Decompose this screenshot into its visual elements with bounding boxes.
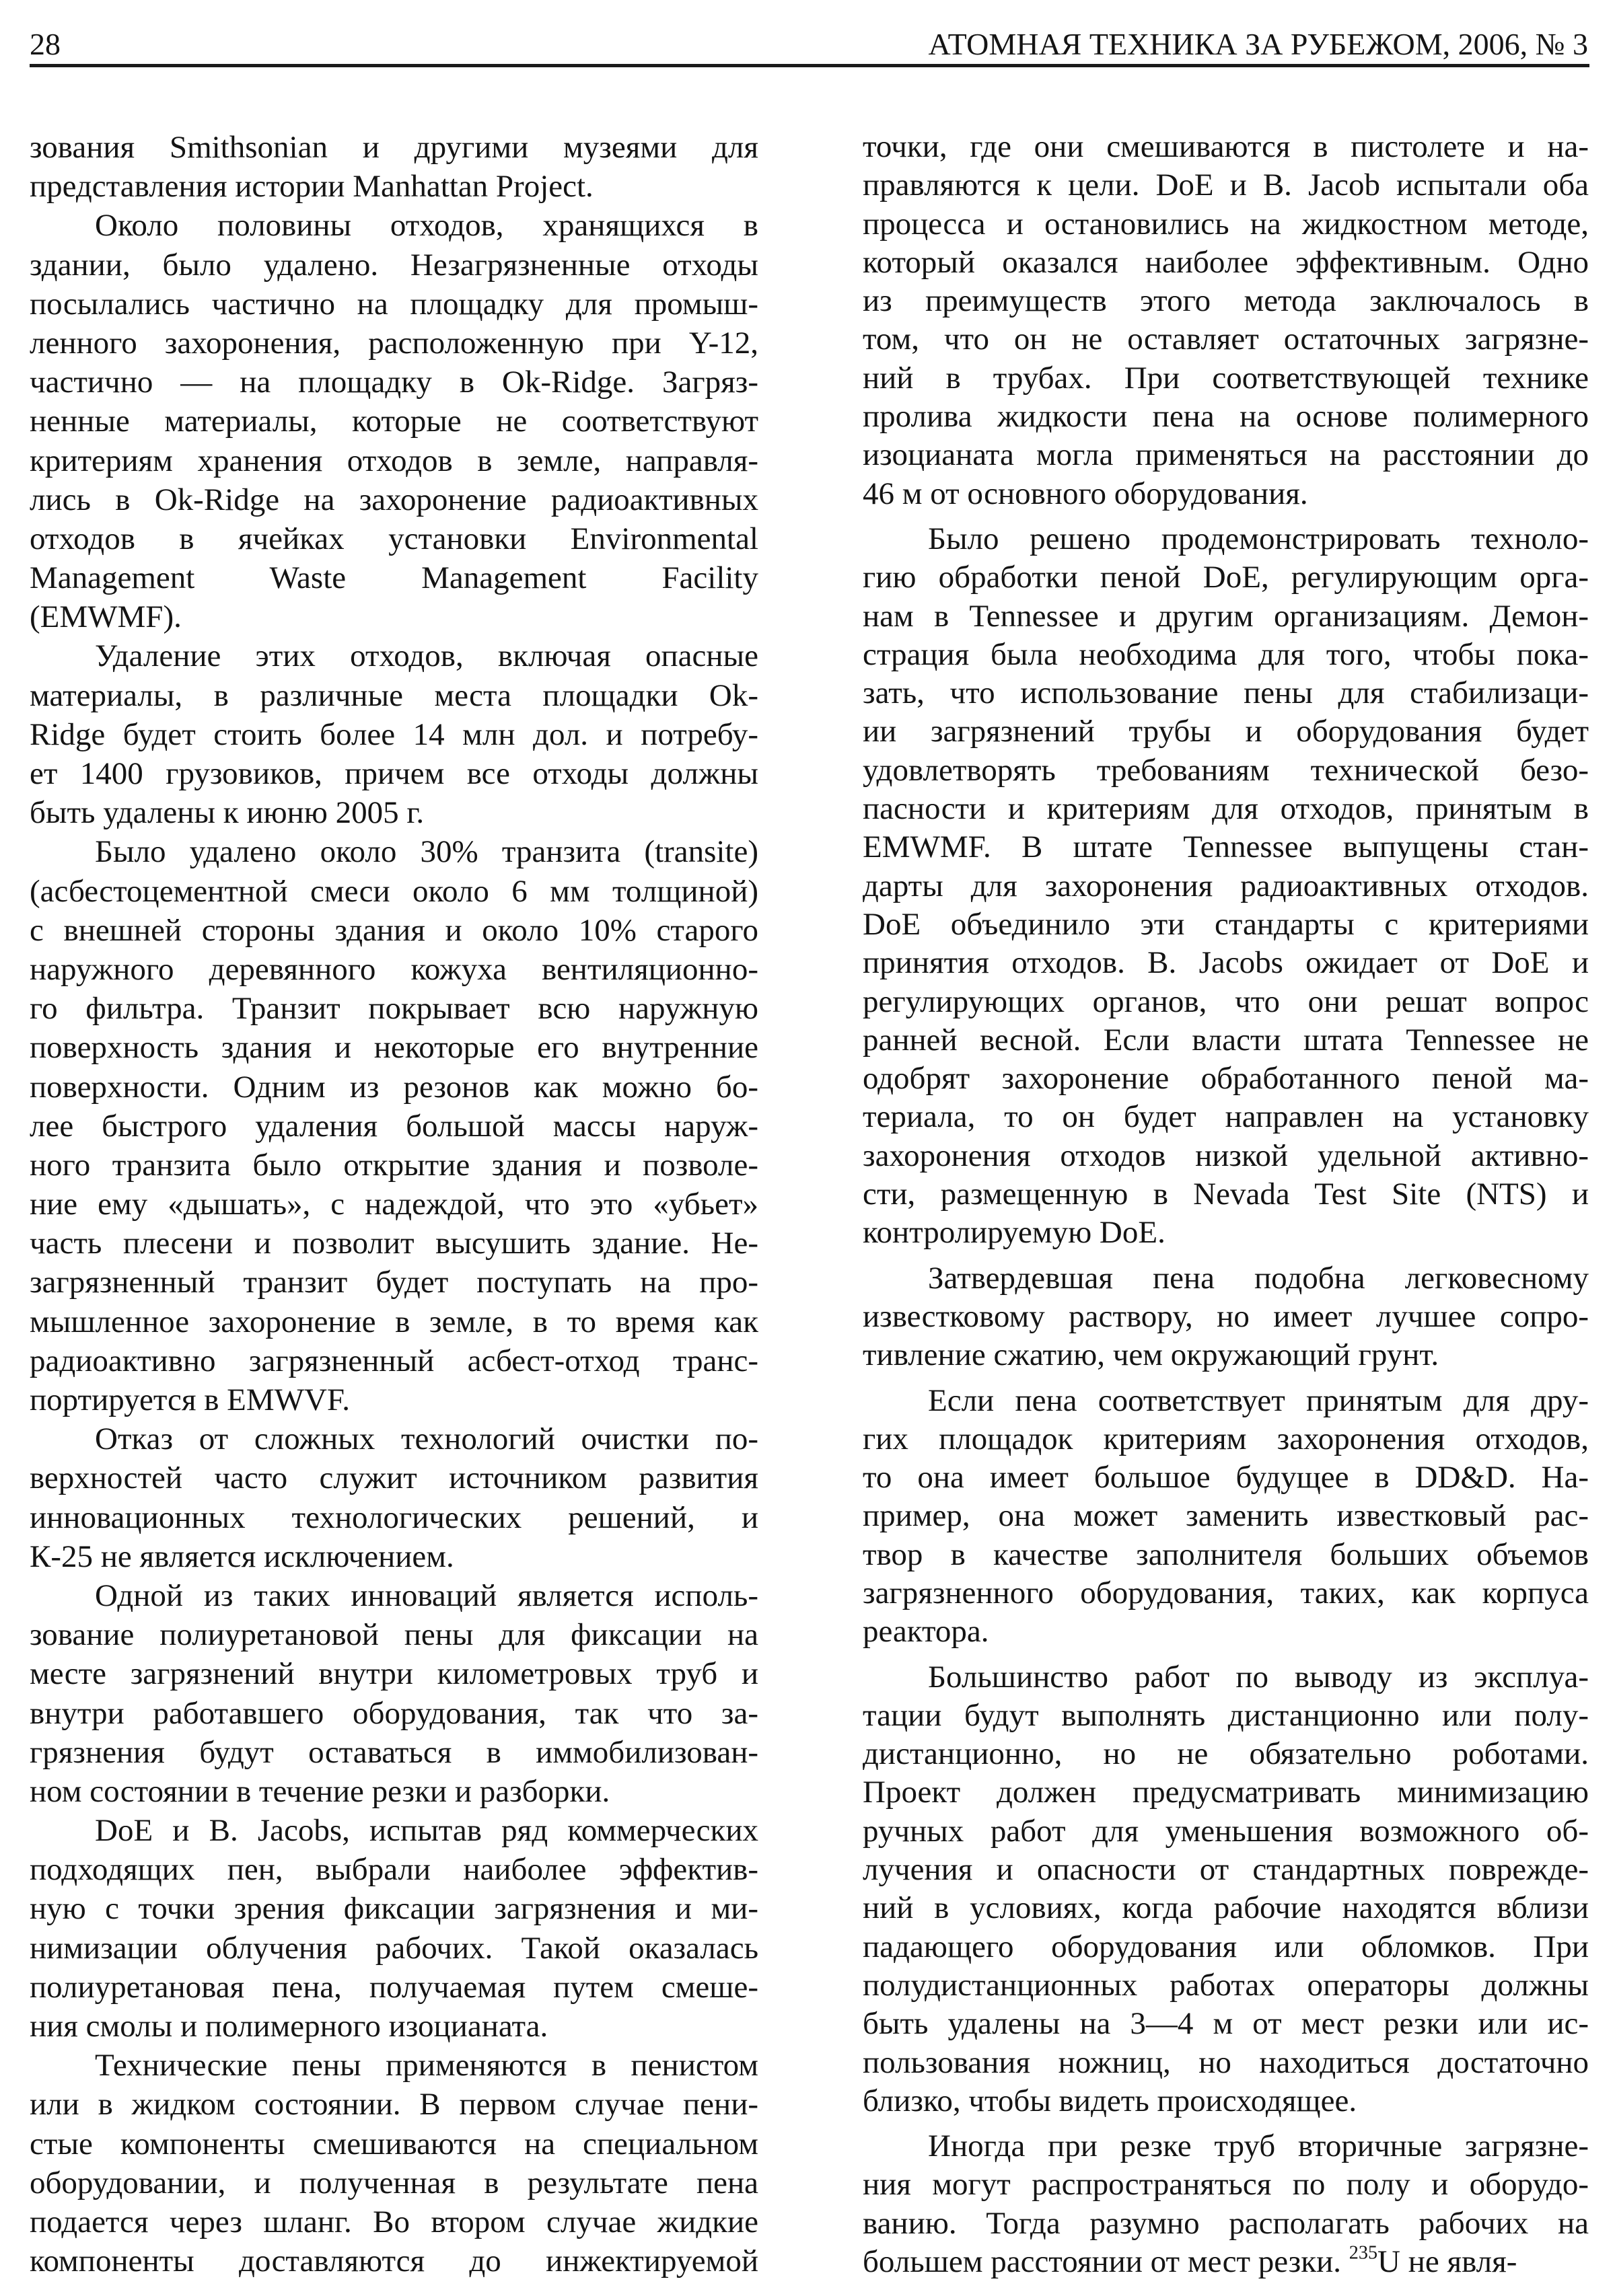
text-line: мышленное захоронение в земле, в то время как xyxy=(30,1304,758,1339)
text-line: загрязненный транзит будет поступать на про- xyxy=(30,1265,758,1300)
text-line: полиуретановая пена, получаемая путем смеше- xyxy=(30,1969,758,2005)
text-line: или в жидком состоянии. В первом случае пени- xyxy=(30,2087,758,2122)
text-segment: U не явля- xyxy=(1377,2244,1517,2280)
text-line: отходов в ячейках установки Environmental xyxy=(30,521,758,556)
text-line: представления истории Manhattan Project. xyxy=(30,169,594,205)
text-line: Если пена соответствует принятым для дру- xyxy=(928,1382,1589,1418)
text-line xyxy=(863,2243,1589,2281)
text-line: правляются к цели. DoE и B. Jacob испытали оба xyxy=(863,168,1589,203)
text-line: гию обработки пеной DoE, регулирующим орга- xyxy=(863,560,1589,595)
text-line: точки, где они смешиваются в пистолете и на- xyxy=(863,129,1589,164)
text-line: (асбестоцементной смеси около 6 мм толщиной) xyxy=(30,873,758,909)
text-line: дистанционно, но не обязательно роботами. xyxy=(863,1736,1589,1772)
text-line: быть удалены на 3—4 м от мест резки или ис- xyxy=(863,2006,1589,2042)
text-line: териала, то он будет направлен на установку xyxy=(863,1099,1589,1135)
text-line: сти, размещенную в Nevada Test Site (NTS) и xyxy=(863,1177,1589,1212)
text-line: регулирующих органов, что они решат вопрос xyxy=(863,984,1589,1019)
text-line: верхностей часто служит источником развития xyxy=(30,1460,758,1496)
text-line: поверхности. Одним из резонов как можно бо- xyxy=(30,1069,758,1105)
text-line: Около половины отходов, хранящихся в xyxy=(95,208,758,244)
text-line: принятия отходов. B. Jacobs ожидает от DoE и xyxy=(863,945,1589,981)
text-line: ния могут распространяться по полу и оборудо- xyxy=(863,2167,1589,2202)
paragraph xyxy=(863,1658,1589,2121)
header-rule xyxy=(30,64,1589,67)
text-line: критериям хранения отходов в земле, направля- xyxy=(30,443,758,478)
text-line: тации будут выполнять дистанционно или полу- xyxy=(863,1697,1589,1733)
text-line: Ridge будет стоить более 14 млн дол. и потребу- xyxy=(30,716,758,752)
text-line: ет 1400 грузовиков, причем все отходы должны xyxy=(30,756,758,791)
text-line: часть плесени и позволит высушить здание. Не- xyxy=(30,1226,758,1261)
text-line: Проект должен предусматривать минимизацию xyxy=(863,1775,1589,1810)
text-line: ний в условиях, когда рабочие находятся вблизи xyxy=(863,1890,1589,1926)
text-line: Иногда при резке труб вторичные загрязне- xyxy=(928,2128,1589,2164)
text-line: ние ему «дышать», с надеждой, что это «убьет» xyxy=(30,1187,758,1222)
text-line: изоцианата могла применяться на расстоянии до xyxy=(863,437,1589,473)
text-line: лись в Ok-Ridge на захоронение радиоактивных xyxy=(30,482,758,517)
text-line: го фильтра. Транзит покрывает всю наружную xyxy=(30,991,758,1027)
text-line: загрязненного оборудования, таких, как корпуса xyxy=(863,1575,1589,1610)
text-line: Было решено продемонстрировать техноло- xyxy=(928,521,1589,556)
left-column xyxy=(30,128,758,2281)
text-line: том, что он не оставляет остаточных загрязне- xyxy=(863,322,1589,357)
text-line: лучения и опасности от стандартных поврежде- xyxy=(863,1852,1589,1888)
text-line: наружного деревянного кожуха вентиляционно- xyxy=(30,951,758,987)
text-line: грязнения будут оставаться в иммобилизован- xyxy=(30,1734,758,1770)
text-line: ленного захоронения, расположенную при Y-12, xyxy=(30,325,758,361)
text-line: компоненты доставляются до инжектируемой xyxy=(30,2244,758,2279)
paragraph xyxy=(30,206,758,636)
text-line: К-25 не является исключением. xyxy=(30,1539,454,1574)
text-line: то она имеет большое будущее в DD&D. На- xyxy=(863,1460,1589,1495)
text-line: материалы, в различные места площадки Ok- xyxy=(30,677,758,713)
text-line: гих площадок критериям захоронения отходов, xyxy=(863,1421,1589,1456)
text-line: одобрят захоронение обработанного пеной ма- xyxy=(863,1061,1589,1097)
text-line: зать, что использование пены для стабилизаци- xyxy=(863,675,1589,711)
text-line: зования Smithsonian и другими музеями для xyxy=(30,130,758,165)
text-line: пасности и критериям для отходов, принятым в xyxy=(863,791,1589,827)
text-line: с внешней стороны здания и около 10% старого xyxy=(30,912,758,948)
text-line: ручных работ для уменьшения возможного об- xyxy=(863,1813,1589,1849)
text-line: удовлетворять требованиям технической безо- xyxy=(863,752,1589,788)
text-line: близко, чтобы видеть происходящее. xyxy=(863,2083,1357,2118)
text-line: зование полиуретановой пены для фиксации на xyxy=(30,1617,758,1653)
text-line: поверхность здания и некоторые его внутренние xyxy=(30,1030,758,1066)
text-line: Большинство работ по выводу из эксплуа- xyxy=(928,1659,1589,1695)
text-line: пролива жидкости пена на основе полимерного xyxy=(863,399,1589,435)
text-line: ния смолы и полимерного изоцианата. xyxy=(30,2009,548,2044)
text-line: дарты для захоронения радиоактивных отходов. xyxy=(863,868,1589,903)
text-line: ии загрязнений трубы и оборудования будет xyxy=(863,714,1589,749)
text-line: портируется в EMWVF. xyxy=(30,1382,351,1417)
text-line: подходящих пен, выбрали наиболее эффектив- xyxy=(30,1852,758,1888)
text-line: пример, она может заменить известковый рас- xyxy=(863,1498,1589,1534)
text-line: посылались частично на площадку для промыш- xyxy=(30,286,758,322)
text-line: DoE и B. Jacobs, испытав ряд коммерческих xyxy=(95,1813,758,1849)
text-line: известковому раствору, но имеет лучшее сопро- xyxy=(863,1298,1589,1334)
text-line: Management Waste Management Facility xyxy=(30,560,758,596)
text-line: DoE объединило эти стандарты с критериями xyxy=(863,906,1589,942)
text-line: ном состоянии в течение резки и разборки. xyxy=(30,1773,610,1809)
text-line: нам в Tennessee и другим организациям. Демон- xyxy=(863,598,1589,634)
text-line: нимизации облучения рабочих. Такой оказалась xyxy=(30,1930,758,1966)
text-line: Одной из таких инноваций является исполь- xyxy=(95,1578,758,1613)
paragraph xyxy=(30,1811,758,2046)
text-line: оборудовании, и полученная в результате пена xyxy=(30,2165,758,2200)
text-line: ненные материалы, которые не соответствуют xyxy=(30,404,758,439)
text-line: (EMWMF). xyxy=(30,599,182,635)
text-line: Технические пены применяются в пенистом xyxy=(95,2048,758,2083)
text-segment: большем расстоянии от мест резки. xyxy=(863,2244,1349,2280)
text-line: быть удалены к июню 2005 г. xyxy=(30,795,425,831)
text-line: EMWMF. В штате Tennessee выпущены стан- xyxy=(863,829,1589,865)
paragraph xyxy=(863,1382,1589,1652)
isotope-mass-superscript: 235 xyxy=(1349,2242,1378,2264)
text-line: месте загрязнений внутри километровых труб и xyxy=(30,1656,758,1692)
text-line: полудистанционных работах операторы должны xyxy=(863,1967,1589,2003)
text-line: Удаление этих отходов, включая опасные xyxy=(95,638,758,674)
text-line: ную с точки зрения фиксации загрязнения и ми- xyxy=(30,1891,758,1927)
text-line: ванию. Тогда разумно располагать рабочих на xyxy=(863,2205,1589,2241)
text-line: страция была необходима для того, чтобы пока- xyxy=(863,636,1589,672)
text-line: захоронения отходов низкой удельной активно- xyxy=(863,1138,1589,1173)
text-line: радиоактивно загрязненный асбест-отход транс- xyxy=(30,1343,758,1378)
text-line: внутри работавшего оборудования, так что за- xyxy=(30,1695,758,1731)
paragraph xyxy=(30,1419,758,1576)
text-line: инновационных технологических решений, и xyxy=(30,1499,758,1535)
text-line: пользования ножниц, но находиться достаточно xyxy=(863,2044,1589,2080)
page-number: 28 xyxy=(30,27,61,61)
paragraph xyxy=(863,1259,1589,1375)
right-column xyxy=(863,128,1589,2281)
paragraph xyxy=(863,2127,1589,2281)
paragraph xyxy=(30,636,758,832)
text-line: лее быстрого удаления большой массы наруж- xyxy=(30,1108,758,1144)
text-line: частично — на площадку в Ok-Ridge. Загряз- xyxy=(30,365,758,400)
text-line: тивление сжатию, чем окружающий грунт. xyxy=(863,1337,1439,1373)
text-line: 46 м от основного оборудования. xyxy=(863,476,1308,511)
paragraph xyxy=(30,832,758,1419)
text-line: Было удалено около 30% транзита (transite) xyxy=(95,834,758,870)
text-line: процесса и остановились на жидкостном методе, xyxy=(863,206,1589,242)
text-line: здании, было удалено. Незагрязненные отходы xyxy=(30,247,758,283)
paragraph xyxy=(30,1576,758,1811)
text-line: из преимуществ этого метода заключалось в xyxy=(863,283,1589,319)
journal-running-title: АТОМНАЯ ТЕХНИКА ЗА РУБЕЖОМ, 2006, № 3 xyxy=(928,27,1588,61)
paragraph xyxy=(863,128,1589,513)
text-line: Отказ от сложных технологий очистки по- xyxy=(95,1421,758,1457)
text-line: ранней весной. Если власти штата Tennessee не xyxy=(863,1022,1589,1058)
text-line: реактора. xyxy=(863,1614,989,1650)
paragraph xyxy=(30,128,758,206)
paragraph xyxy=(863,520,1589,1253)
text-line: который оказался наиболее эффективным. Одно xyxy=(863,244,1589,280)
paragraph xyxy=(30,2046,758,2281)
text-line: ний в трубах. При соответствующей технике xyxy=(863,360,1589,396)
text-line: Затвердевшая пена подобна легковесному xyxy=(928,1260,1589,1296)
text-line: твор в качестве заполнителя больших объемов xyxy=(863,1536,1589,1572)
text-line: ного транзита было открытие здания и позволе- xyxy=(30,1147,758,1183)
text-line: стые компоненты смешиваются на специальном xyxy=(30,2126,758,2161)
text-line: падающего оборудования или обломков. При xyxy=(863,1929,1589,1964)
text-line: контролируемую DoE. xyxy=(863,1215,1165,1251)
text-line: подается через шланг. Во втором случае жидкие xyxy=(30,2204,758,2239)
